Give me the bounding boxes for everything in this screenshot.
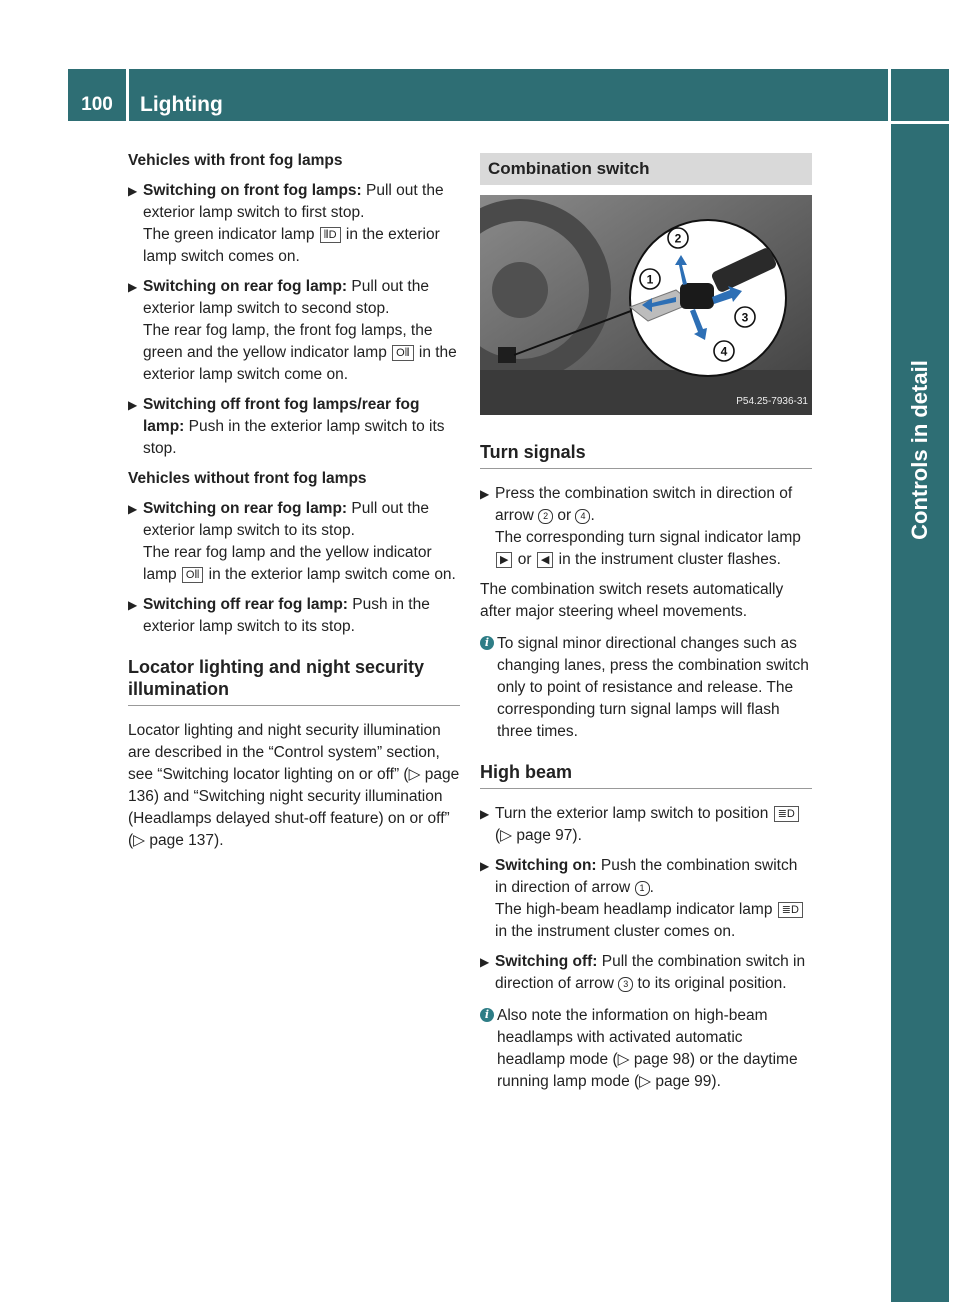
callout-3 [735, 307, 755, 327]
locator-paragraph: Locator lighting and night security illumination are described in the “Control system” section, see “Switching locator lighting on or off” (▷ page 136) and “Switching night security illumination (Headlamps delayed shut-off feature) on or off” (▷ page 137). [128, 722, 460, 849]
step-arrow-icon: ▶ [128, 502, 138, 516]
callout-3-label: 3 [741, 310, 749, 325]
combination-switch-illustration [480, 195, 812, 415]
section-title-high-beam: High beam [480, 761, 812, 789]
arrow-1-ref: 1 [635, 881, 650, 896]
side-tab-divider [891, 121, 949, 124]
step-text: Pull out the exterior lamp switch to first stop. [143, 182, 444, 221]
figure-title: Combination switch [480, 153, 812, 185]
section-title-turn-signals: Turn signals [480, 441, 812, 469]
step-arrow-icon: ▶ [480, 807, 490, 821]
step-rear-fog-on-2 [128, 498, 460, 586]
info-text: Also note the information on high-beam headlamps with activated automatic headlamp mode (▷ page 98) or the daytime running lamp mode (▷ page 99). [497, 1007, 798, 1090]
step-text-end: . [590, 507, 595, 524]
step-result-end: in the exterior lamp switch come on. [143, 344, 457, 383]
step-text: Push in the exterior lamp switch to its stop. [143, 596, 430, 635]
subhead-without-front-fog: Vehicles without front fog lamps [128, 470, 367, 487]
step-result-end: in the exterior lamp switch comes on. [143, 226, 440, 265]
step-fog-off [128, 394, 460, 460]
rear-fog-lamp-icon: O⦀ [392, 345, 413, 361]
step-turn-signal [480, 483, 812, 571]
steering-wheel-hub [492, 262, 548, 318]
step-result: The green indicator lamp [143, 226, 319, 243]
step-arrow-icon: ▶ [480, 955, 490, 969]
step-text: Push in the exterior lamp switch to its stop. [143, 418, 445, 457]
side-tab [891, 69, 949, 1302]
step-result-end: in the instrument cluster flashes. [554, 551, 781, 568]
step-result-end: in the instrument cluster comes on. [495, 923, 736, 940]
turn-right-indicator-icon: ▶ [496, 552, 512, 568]
step-label: Switching on front fog lamps: [143, 182, 362, 199]
info-icon: i [480, 1008, 494, 1022]
combination-switch-figure [480, 195, 812, 415]
step-result: The corresponding turn signal indicator lamp [495, 529, 801, 546]
step-text-or: or [553, 507, 576, 524]
stalk-grip [680, 283, 714, 309]
turn-signal-info [480, 633, 812, 743]
callout-4-label: 4 [720, 344, 728, 359]
step-text: Push the combination switch in direction of arrow [495, 857, 798, 896]
step-arrow-icon: ▶ [480, 487, 490, 501]
left-column [128, 150, 460, 852]
step-high-beam-off [480, 951, 812, 995]
step-arrow-icon: ▶ [128, 184, 138, 198]
turn-signal-paragraph: The combination switch resets automatically after major steering wheel movements. [480, 581, 784, 620]
subhead-with-front-fog: Vehicles with front fog lamps [128, 152, 343, 169]
right-column [480, 150, 812, 1103]
arrow-4-ref: 4 [575, 509, 590, 524]
side-tab-label-box [892, 340, 948, 560]
step-label: Switching on: [495, 857, 597, 874]
step-text: Pull the combination switch in direction of arrow [495, 953, 806, 992]
step-result-end: in the exterior lamp switch come on. [204, 566, 456, 583]
step-result: The rear fog lamp and the yellow indicator lamp [143, 544, 432, 583]
callout-2-label: 2 [674, 231, 682, 246]
step-result-or: or [513, 551, 536, 568]
turn-left-indicator-icon: ◀ [537, 552, 553, 568]
step-text-end: . [649, 879, 654, 896]
page-number: 100 [81, 94, 113, 115]
section-title-locator: Locator lighting and night security illumination [128, 656, 460, 706]
step-text: Pull out the exterior lamp switch to its stop. [143, 500, 429, 539]
step-label: Switching off rear fog lamp: [143, 596, 348, 613]
step-high-beam-position [480, 803, 812, 847]
side-tab-label: Controls in detail [907, 360, 932, 540]
rear-fog-lamp-icon: O⦀ [182, 567, 203, 583]
step-arrow-icon: ▶ [128, 280, 138, 294]
step-label: Switching on rear fog lamp: [143, 500, 348, 517]
step-text: Turn the exterior lamp switch to position [495, 805, 773, 822]
step-text-end: to its original position. [633, 975, 787, 992]
callout-4 [714, 341, 734, 361]
step-arrow-icon: ▶ [128, 598, 138, 612]
step-text: Pull out the exterior lamp switch to second stop. [143, 278, 429, 317]
callout-2 [668, 228, 688, 248]
step-result: The rear fog lamp, the front fog lamps, the green and the yellow indicator lamp [143, 322, 433, 361]
step-front-fog-on [128, 180, 460, 268]
high-beam-indicator-icon: ≣D [778, 902, 803, 918]
step-result: The high-beam headlamp indicator lamp [495, 901, 777, 918]
step-rear-fog-on [128, 276, 460, 386]
step-label: Switching off front fog lamps/rear fog lamp: [143, 396, 420, 435]
step-label: Switching on rear fog lamp: [143, 278, 348, 295]
step-high-beam-on [480, 855, 812, 943]
arrow-3-ref: 3 [618, 977, 633, 992]
switch-stalk-small [498, 347, 516, 363]
info-text: To signal minor directional changes such as changing lanes, press the combination switch only to point of resistance and release. The corresponding turn signal lamps will flash three times. [497, 635, 809, 740]
step-arrow-icon: ▶ [128, 398, 138, 412]
callout-1-label: 1 [646, 272, 654, 287]
step-text-end: (▷ page 97). [495, 827, 582, 844]
callout-1 [640, 269, 660, 289]
figure-code: P54.25-7936-31 [736, 396, 808, 407]
info-icon: i [480, 636, 494, 650]
step-arrow-icon: ▶ [480, 859, 490, 873]
low-beam-icon: ≣D [774, 806, 799, 822]
step-label: Switching off: [495, 953, 598, 970]
arrow-2-ref: 2 [538, 509, 553, 524]
header-separator [126, 69, 129, 121]
step-rear-fog-off [128, 594, 460, 638]
step-text: Press the combination switch in direction of arrow [495, 485, 793, 524]
front-fog-lamp-icon: ⦀D [320, 227, 341, 243]
page-title: Lighting [140, 93, 223, 116]
high-beam-info [480, 1005, 812, 1093]
